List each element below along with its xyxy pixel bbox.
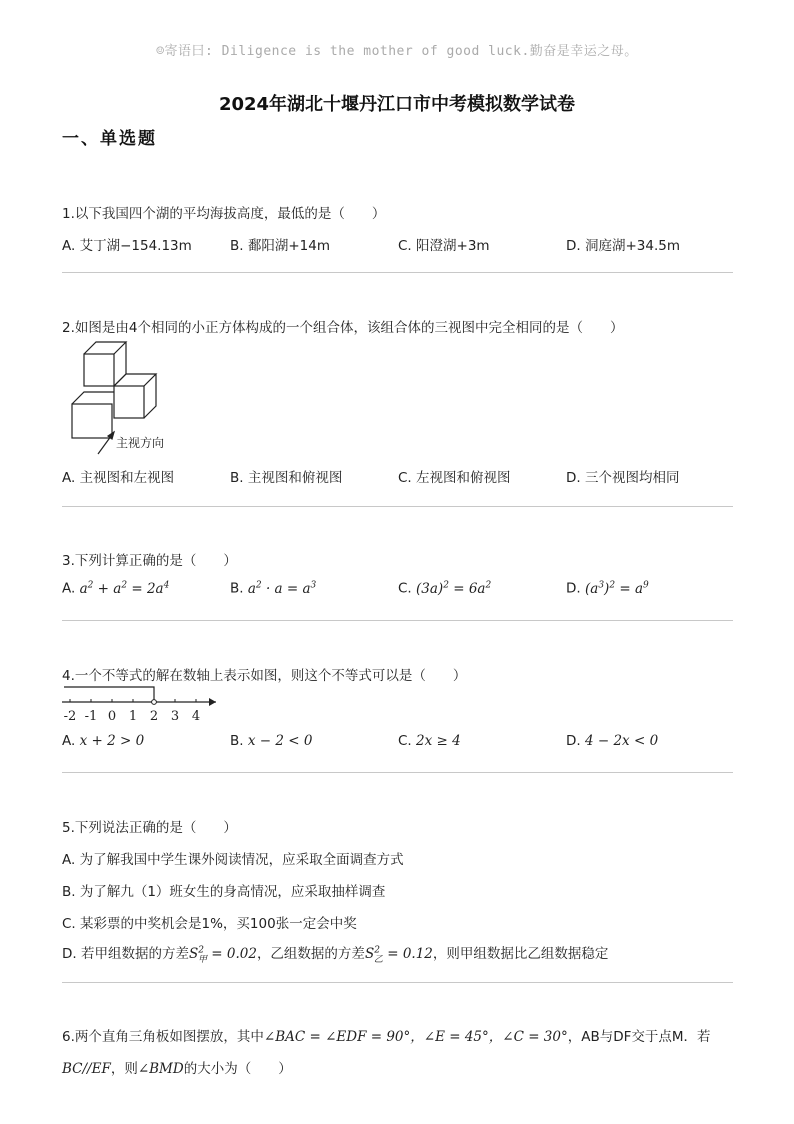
q2-option-b: B. 主视图和俯视图 [230,470,343,486]
question-2-stem: 2.如图是由4个相同的小正方体构成的一个组合体，该组合体的三视图中完全相同的是（ ） [62,320,624,336]
q1-option-a: A. 艾丁湖−154.13m [62,238,192,254]
q5-option-a: A. 为了解我国中学生课外阅读情况，应采取全面调查方式 [62,852,404,868]
divider [62,772,733,773]
page-title: 2024年湖北十堰丹江口市中考模拟数学试卷 [218,94,576,115]
q4-option-d: D. 4 − 2x < 0 [566,733,659,749]
divider [62,982,733,983]
q2-option-d: D. 三个视图均相同 [566,470,680,486]
q3-option-d: D. $(a^3)^2 = a^9$ [566,580,649,597]
q1-option-b: B. 鄱阳湖+14m [230,238,330,254]
q3-option-c: C. $(3a)^2 = 6a^2$ [398,580,492,597]
q2-option-a: A. 主视图和左视图 [62,470,175,486]
q2-option-c: C. 左视图和俯视图 [398,470,511,486]
q3-option-a: A. $a^2 + a^2 = 2a^4$ [62,580,170,597]
q5-option-d: D. 若甲组数据的方差$S^2_甲 = 0.02$，乙组数据的方差$S^2_乙 = 0.12$，则甲组数据比乙组数据稳定 [62,945,609,965]
q1-option-d: D. 洞庭湖+34.5m [566,238,680,254]
cube-figure [62,338,192,456]
question-3-stem: 3.下列计算正确的是（ ） [62,553,237,569]
tick-label: -1 [84,709,98,724]
question-1-stem: 1.以下我国四个湖的平均海拔高度，最低的是（ ） [62,206,386,222]
divider [62,506,733,507]
tick-label: 2 [149,709,159,724]
q5-option-c: C. 某彩票的中奖机会是1%，买100张一定会中奖 [62,916,357,932]
q1-option-c: C. 阳澄湖+3m [398,238,490,254]
divider [62,620,733,621]
tick-label: -2 [63,709,77,724]
q3-option-b: B. $a^2 \cdot a = a^3$ [230,580,317,597]
q4-option-c: C. 2x ≥ 4 [398,733,461,749]
divider [62,272,733,273]
q4-option-b: B. x − 2 < 0 [230,733,313,749]
question-6-stem-line2: BC//EF，则∠BMD的大小为（ ） [62,1061,292,1077]
question-5-stem: 5.下列说法正确的是（ ） [62,820,237,836]
tick-label: 4 [191,709,201,724]
tick-label: 0 [107,709,117,724]
number-line [58,684,228,724]
question-6-stem: 6.两个直角三角板如图摆放，其中∠BAC = ∠EDF = 90°，∠E = 45°，∠C = 30°，AB与DF交于点M．若 [62,1029,711,1045]
motto: ☺寄语曰: Diligence is the mother of good luck.勤奋是幸运之母。 [156,44,638,59]
section-heading: 一、单选题 [62,129,157,149]
figure-label: 主视方向 [116,436,165,450]
q5-option-b: B. 为了解九（1）班女生的身高情况，应采取抽样调查 [62,884,386,900]
q4-option-a: A. x + 2 > 0 [62,733,145,749]
question-4-stem: 4.一个不等式的解在数轴上表示如图，则这个不等式可以是（ ） [62,668,467,684]
tick-label: 1 [128,709,138,724]
tick-label: 3 [170,709,180,724]
